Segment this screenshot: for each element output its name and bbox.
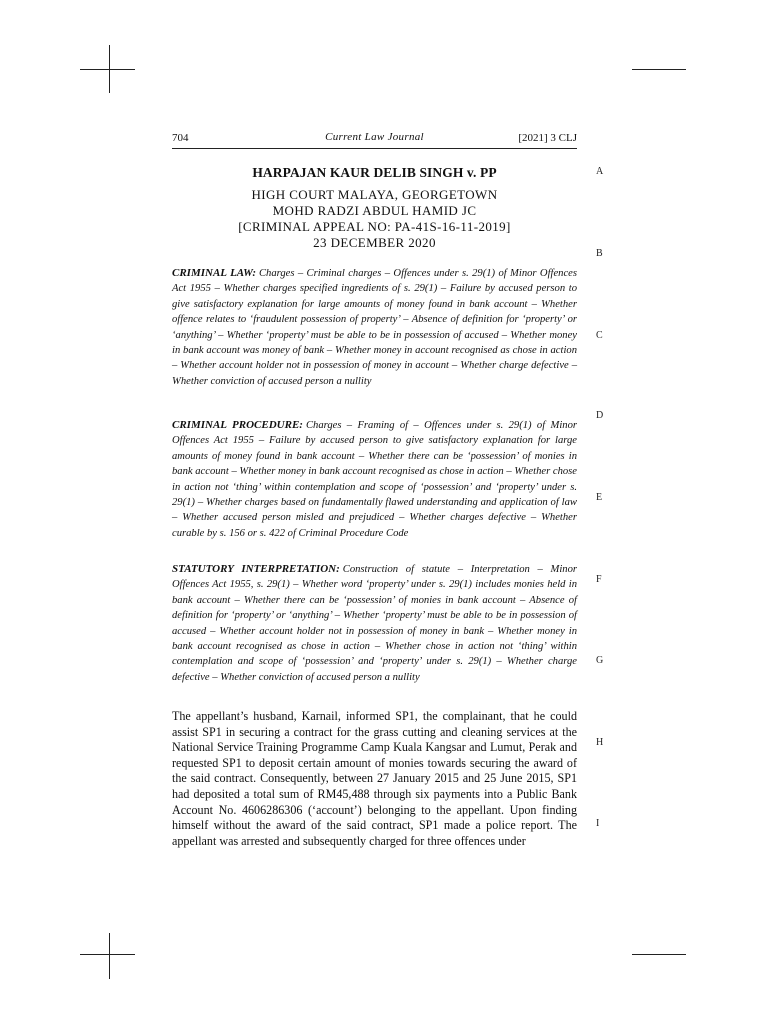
margin-letter-g: G <box>596 655 604 666</box>
catchword-text: Charges – Criminal charges – Offences under s. 29(1) of Minor Offences Act 1955 – Whether charges specified ingredients of s. 29(1) – Failure by accused person to give satisfactory explanation for large amounts of money found in bank account – Whether offence relates to ‘fraudulent possession of property’ – Absence of definition for ‘property’ or ‘anything’ – Whether ‘property’ must be able to be in possession of accused – Whether money in bank account was money of bank – Whether money in account recognised as chose in action – Whether account holder not in possession of money in account – Whether charge defective – Whether conviction of accused person a nullity <box>172 268 577 387</box>
margin-letter-a: A <box>596 166 604 177</box>
court-block <box>172 187 577 251</box>
catchword-heading: STATUTORY INTERPRETATION: <box>172 563 340 575</box>
margin-letter-c: C <box>596 330 603 341</box>
margin-letter-i: I <box>596 818 600 829</box>
margin-letter-h: H <box>596 737 604 748</box>
catchword-statutory-interpretation <box>172 562 577 685</box>
judgment-date: 23 DECEMBER 2020 <box>313 235 436 250</box>
catchword-criminal-procedure <box>172 418 577 541</box>
catchword-criminal-law <box>172 266 577 389</box>
appeal-number: [CRIMINAL APPEAL NO: PA-41S-16-11-2019] <box>238 219 511 234</box>
case-title: HARPAJAN KAUR DELIB SINGH v. PP <box>252 165 497 180</box>
catchword-text: Construction of statute – Interpretation – Minor Offences Act 1955, s. 29(1) – Whether word ‘property’ under s. 29(1) includes monies held in bank account – Whether there can be ‘possession’ of monies in bank account – Absence of definition for ‘property’ or ‘anything’ – Whether ‘property’ must be able to be in possession of accused – Whether account holder not in possession of money in bank – Whether money in bank account recognised as chose in action – Whether chose in action not ‘thing’ within contemplation and scope of ‘possession’ and ‘property’ under s. 29(1) – Whether charge defective – Whether conviction of accused person a nullity <box>172 564 577 683</box>
citation: [2021] 3 CLJ <box>518 132 577 144</box>
running-header <box>172 130 577 149</box>
court-name: HIGH COURT MALAYA, GEORGETOWN <box>251 187 498 202</box>
catchword-heading: CRIMINAL LAW: <box>172 267 256 279</box>
margin-letter-b: B <box>596 248 603 259</box>
body-paragraph: The appellant’s husband, Karnail, informed SP1, the complainant, that he could assist SP1 in securing a contract for the grass cutting and cleaning services at the National Service Training Programme Camp Kuala Kangsar and Lumut, Perak and requested SP1 to deposit certain amount of monies towards securing the award of the said contract. Consequently, between 27 January 2015 and 25 June 2015, SP1 had deposited a total sum of RM45,488 through six payments into a Public Bank Account No. 4606286306 (‘account’) belonging to the appellant. Upon finding himself without the award of the said contract, SP1 made a police report. The appellant was arrested and subsequently charged for three offences under <box>172 709 577 848</box>
catchword-text: Charges – Framing of – Offences under s. 29(1) of Minor Offences Act 1955 – Failure by accused person to give satisfactory explanation for large amounts of money found in bank account – Whether there can be ‘possession’ of monies in bank account – Whether money in bank account recognised as chose in action – Whether chose in action not ‘thing’ within contemplation and scope of ‘possession’ and ‘property’ under s. 29(1) – Whether charges based on fundamentally flawed understanding and application of law – Whether accused person misled and prejudiced – Whether charges defective – Whether curable by s. 156 or s. 422 of Criminal Procedure Code <box>172 420 577 539</box>
judge-name: MOHD RADZI ABDUL HAMID JC <box>272 203 477 218</box>
journal-name: Current Law Journal <box>325 131 424 143</box>
margin-letter-e: E <box>596 492 603 503</box>
margin-letter-f: F <box>596 574 602 585</box>
catchword-heading: CRIMINAL PROCEDURE: <box>172 419 303 431</box>
page-number: 704 <box>172 132 189 144</box>
margin-letter-d: D <box>596 410 604 421</box>
